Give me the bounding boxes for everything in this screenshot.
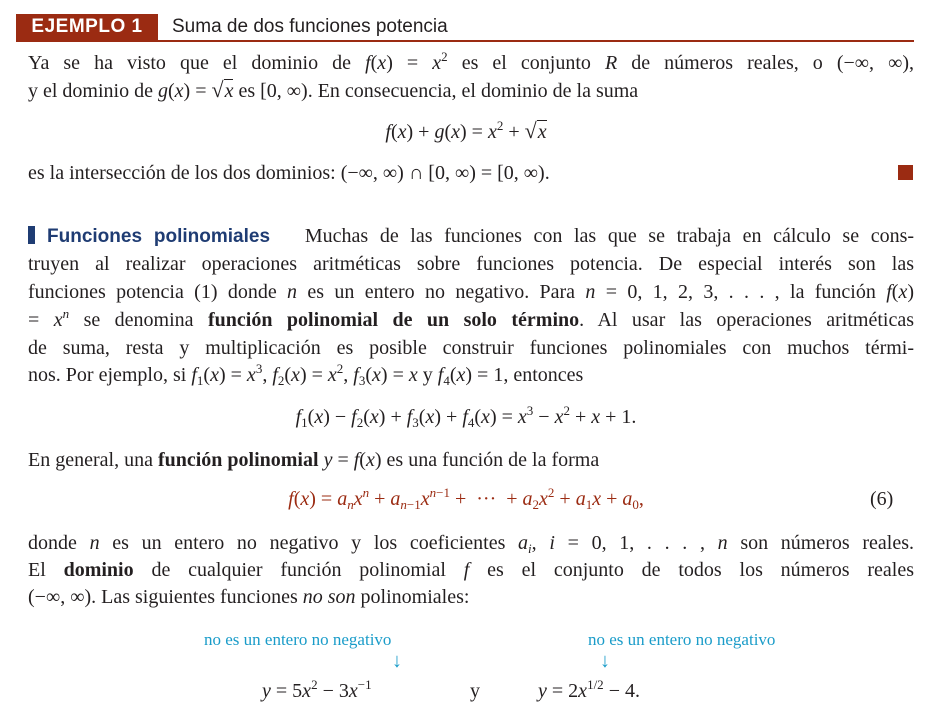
- polynomial-general-equation: $f(x) = a_nx^n + a_{n-1}x^{n-1}$ + ··· + $a_2x^2 + a_1x + a_0$,: [288, 485, 644, 512]
- example-badge: EJEMPLO 1: [16, 14, 158, 40]
- coefficients-line-3: (−∞, ∞). Las siguientes funciones no son polinomiales:: [28, 586, 470, 608]
- equation-number: (6): [870, 488, 894, 510]
- arrow-down-icon: ↓: [392, 650, 402, 672]
- section-line-1: Funciones polinomiales Muchas de las funciones con las que se trabaja en cálculo se cons-: [47, 225, 915, 247]
- example-line-1: Ya se ha visto que el dominio de $f(x) = x^2$ es el conjunto R de números reales, o (−∞, ∞),: [28, 49, 915, 74]
- polynomial-example-equation: $f_1(x) - f_2(x) + f_3(x) + f_4(x) = x^3 - x^2 + x + 1$.: [295, 403, 637, 430]
- example-title: Suma de dos funciones potencia: [172, 16, 448, 37]
- section-marker-icon: [28, 226, 35, 244]
- annotation-left: no es un entero no negativo: [204, 630, 392, 649]
- general-line: En general, una función polinomial y = f(x) es una función de la forma: [28, 449, 600, 471]
- section-line-6: nos. Por ejemplo, si $f_1(x) = x^3$, $f_2(x) = x^2$, $f_3(x) = x$ y $f_4(x) = 1$, entonces: [28, 361, 584, 388]
- connector-y: y: [470, 680, 480, 702]
- coefficients-line-2: El dominio de cualquier función polinomial f es el conjunto de todos los números reales: [28, 559, 914, 581]
- end-of-example-square-icon: [898, 165, 913, 180]
- example-rule: [16, 40, 914, 42]
- section-line-3: funciones potencia (1) donde n es un entero no negativo. Para n = 0, 1, 2, 3, . . . , la función f(x): [28, 281, 914, 303]
- non-polynomial-equation-1: $y = 5x^2 - 3x^{-1}$: [262, 677, 372, 702]
- example-line-3: es la intersección de los dos dominios: (−∞, ∞) ∩ [0, ∞) = [0, ∞).: [28, 162, 550, 184]
- section-line-5: de suma, resta y multiplicación es posible construir funciones polinomiales con muchos térmi-: [28, 337, 914, 359]
- section-line-2: truyen al realizar operaciones aritméticas sobre funciones potencia. De especial interés son las: [28, 253, 914, 275]
- section-heading: Funciones polinomiales: [47, 226, 271, 247]
- example-line-2: y el dominio de g(x) = √x es [0, ∞). En consecuencia, el dominio de la suma: [28, 77, 639, 102]
- arrow-down-icon: ↓: [600, 650, 610, 672]
- section-line-4: = $x^n$ se denomina función polinomial de un solo término. Al usar las operaciones aritméticas: [28, 306, 915, 331]
- coefficients-line-1: donde n es un entero no negativo y los coeficientes $a_i$, i = 0, 1, . . . , n son números reales.: [28, 532, 914, 556]
- annotation-right: no es un entero no negativo: [588, 630, 776, 649]
- non-polynomial-equation-2: $y = 2x^{1/2} - 4$.: [538, 677, 640, 702]
- example-equation-sum: $f(x) + g(x) = x^2 + √x$: [385, 118, 547, 143]
